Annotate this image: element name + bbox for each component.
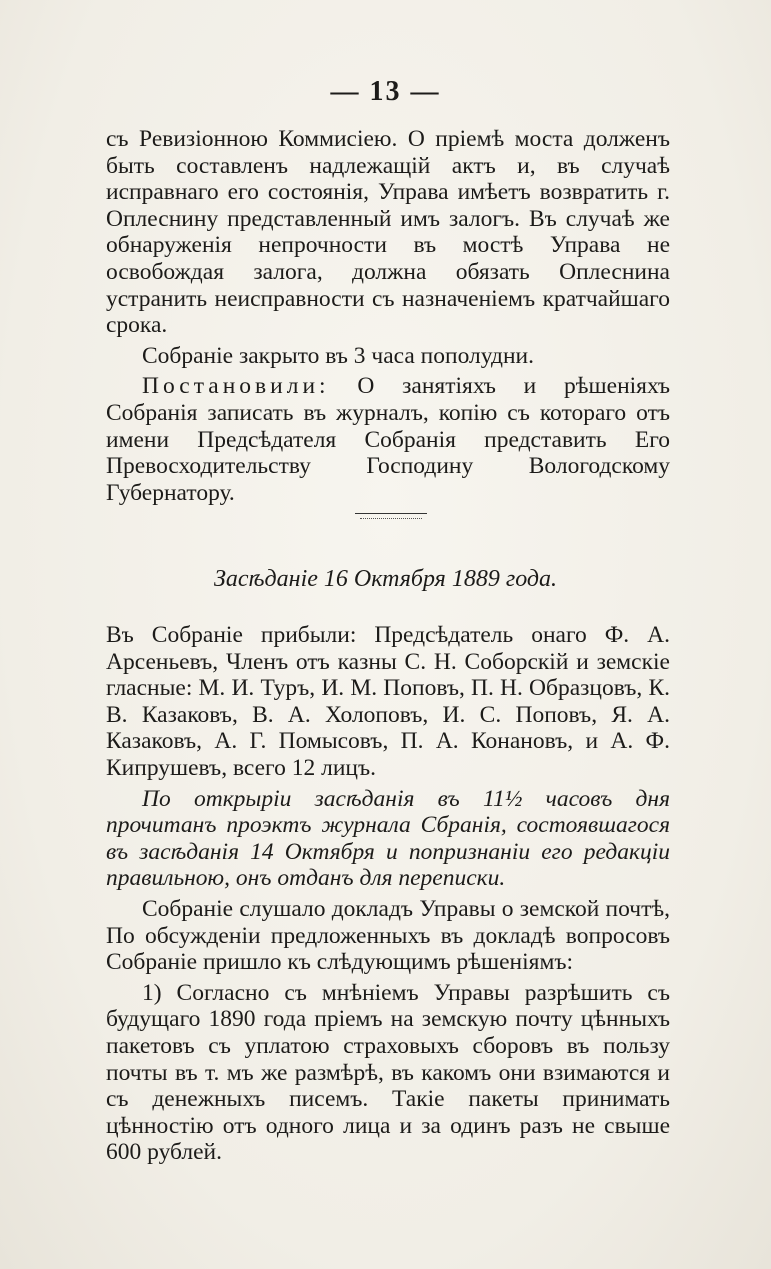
section-divider-dotted — [360, 518, 422, 519]
resolution-lead: Постановили: — [142, 373, 330, 400]
page-number: — 13 — — [330, 76, 441, 107]
resolution-paragraph — [106, 373, 670, 506]
text-block-top — [106, 126, 670, 506]
paragraph: 1) Согласно съ мнѣніемъ Управы разрѣшить съ будущаго 1890 года пріемъ на земскую почту цѣнныхъ пакетовъ съ уплатою страховыхъ сборовъ въ пользу почты въ т. мъ же размѣрѣ, въ какомъ они взимаются и съ денежныхъ писемъ. Такіе пакеты принимать цѣнностію отъ одного лица и за одинъ разъ не свыше 600 рублей. — [106, 979, 670, 1166]
resolution-text: О занятіяхъ и рѣшеніяхъ Собранія записать въ журналъ, копію съ котораго отъ имени Предсѣдателя Собранія представить Его Превосходительству Господину Вологодскому Губернатору. — [106, 373, 670, 506]
section-divider — [355, 513, 427, 514]
paragraph: съ Ревизіонною Коммисіею. О пріемѣ моста долженъ быть составленъ надлежащій актъ и, въ случаѣ исправнаго его состоянія, Управа имѣетъ возвратить г. Оплеснину представленный имъ залогъ. Въ случаѣ же обнаруженія непрочности въ мостѣ Управа не освобождая залога, должна обязать Оплеснина устранить неисправности съ назначеніемъ кратчайшаго срока. — [106, 126, 670, 339]
paragraph: Собраніе закрыто въ 3 часа пополудни. — [142, 342, 534, 369]
session-heading: Засѣданіе 16 Октября 1889 года. — [213, 566, 558, 592]
paragraph: По открыріи засѣданія въ 11½ часовъ дня прочитанъ проэктъ журнала Сбранія, состоявшагося въ засѣданія 14 Октября и попризнаніи его редакціи правильною, онъ отданъ для переписки. — [106, 785, 670, 892]
text-block-bottom — [106, 622, 670, 1166]
paragraph: Въ Собраніе прибыли: Предсѣдатель онаго Ф. А. Арсеньевъ, Членъ отъ казны С. Н. Соборскій и земскіе гласные: М. И. Туръ, И. М. Поповъ, П. Н. Образцовъ, К. В. Казаковъ, В. А. Холоповъ, И. С. Поповъ, Я. А. Казаковъ, А. Г. Помысовъ, П. А. Конановъ, и А. Ф. Кипрушевъ, всего 12 лицъ. — [106, 622, 670, 781]
paragraph: Собраніе слушало докладъ Управы о земской почтѣ, По обсужденіи предложенныхъ въ докладѣ вопросовъ Собраніе пришло къ слѣдующимъ рѣшеніямъ: — [106, 895, 670, 976]
